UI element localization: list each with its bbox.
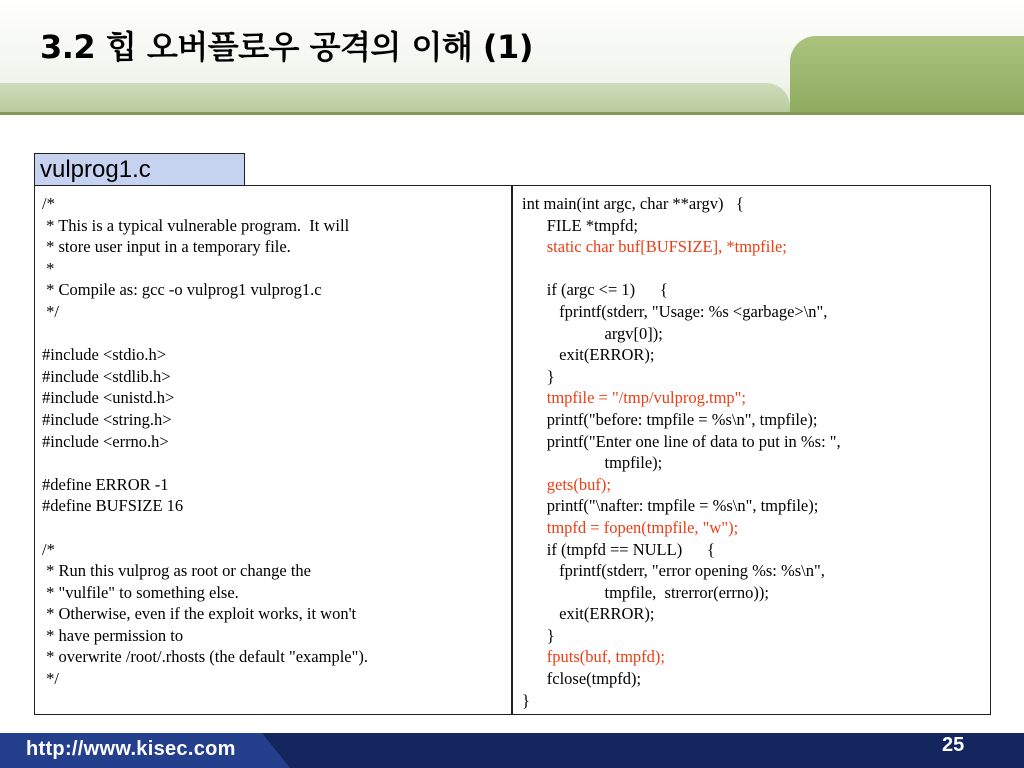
code-column-divider (511, 186, 513, 715)
code-line: exit(ERROR); (522, 345, 655, 365)
code-left-column (42, 193, 368, 690)
code-line: fprintf(stderr, "error opening %s: %s\n", (522, 561, 825, 581)
code-line: printf("\nafter: tmpfile = %s\n", tmpfile); (522, 496, 819, 516)
code-line: printf("before: tmpfile = %s\n", tmpfile); (522, 409, 818, 429)
code-line-highlighted: tmpfd = fopen(tmpfile, "w"); (522, 517, 739, 537)
code-right-column (522, 193, 841, 711)
filename-label: vulprog1.c (34, 153, 245, 185)
code-line: #include <unistd.h> (42, 388, 175, 408)
code-line: #define ERROR -1 (42, 474, 169, 494)
code-line: */ (42, 669, 59, 689)
code-line: exit(ERROR); (522, 604, 655, 624)
code-line: if (argc <= 1) { (522, 280, 668, 300)
code-line: * This is a typical vulnerable program. It will (42, 215, 350, 235)
header-divider (0, 112, 1024, 115)
code-line: #include <errno.h> (42, 431, 169, 451)
code-line (42, 517, 368, 539)
code-line: * (42, 258, 55, 278)
code-line: tmpfile, strerror(errno)); (522, 582, 769, 602)
code-line: * overwrite /root/.rhosts (the default "example"). (42, 647, 368, 667)
code-line: FILE *tmpfd; (522, 215, 638, 235)
code-line (522, 258, 841, 280)
code-line: fprintf(stderr, "Usage: %s <garbage>\n", (522, 301, 828, 321)
code-line: fclose(tmpfd); (522, 669, 642, 689)
code-line (42, 452, 368, 474)
code-line: } (522, 690, 530, 710)
code-line: #include <string.h> (42, 409, 172, 429)
code-line: * Compile as: gcc -o vulprog1 vulprog1.c (42, 280, 322, 300)
code-line: #define BUFSIZE 16 (42, 496, 184, 516)
code-line: * have permission to (42, 625, 184, 645)
code-line: /* (42, 194, 55, 213)
code-line: */ (42, 301, 59, 321)
code-line: int main(int argc, char **argv) { (522, 194, 744, 213)
code-line: * "vulfile" to something else. (42, 582, 239, 602)
code-line: * Run this vulprog as root or change the (42, 561, 311, 581)
code-line-highlighted: gets(buf); (522, 474, 611, 494)
slide-title: 3.2 힙 오버플로우 공격의 이해 (1) (40, 28, 533, 66)
header-decoration-tab (790, 36, 1024, 115)
page-number: 25 (942, 734, 965, 756)
code-line (42, 323, 368, 345)
footer-url: http://www.kisec.com (26, 738, 236, 760)
code-line: * store user input in a temporary file. (42, 237, 291, 257)
code-line: #include <stdio.h> (42, 345, 167, 365)
code-line: #include <stdlib.h> (42, 366, 171, 386)
code-line-highlighted: tmpfile = "/tmp/vulprog.tmp"; (522, 388, 746, 408)
code-line: } (522, 625, 555, 645)
code-line-highlighted: static char buf[BUFSIZE], *tmpfile; (522, 237, 787, 257)
code-line: * Otherwise, even if the exploit works, it won't (42, 604, 357, 624)
header-decoration-strip (0, 83, 790, 115)
code-line: tmpfile); (522, 453, 663, 473)
code-line: if (tmpfd == NULL) { (522, 539, 715, 559)
code-line: printf("Enter one line of data to put in %s: ", (522, 431, 841, 451)
code-line: argv[0]); (522, 323, 663, 343)
code-line-highlighted: fputs(buf, tmpfd); (522, 647, 665, 667)
code-line: } (522, 366, 555, 386)
code-line: /* (42, 539, 55, 559)
